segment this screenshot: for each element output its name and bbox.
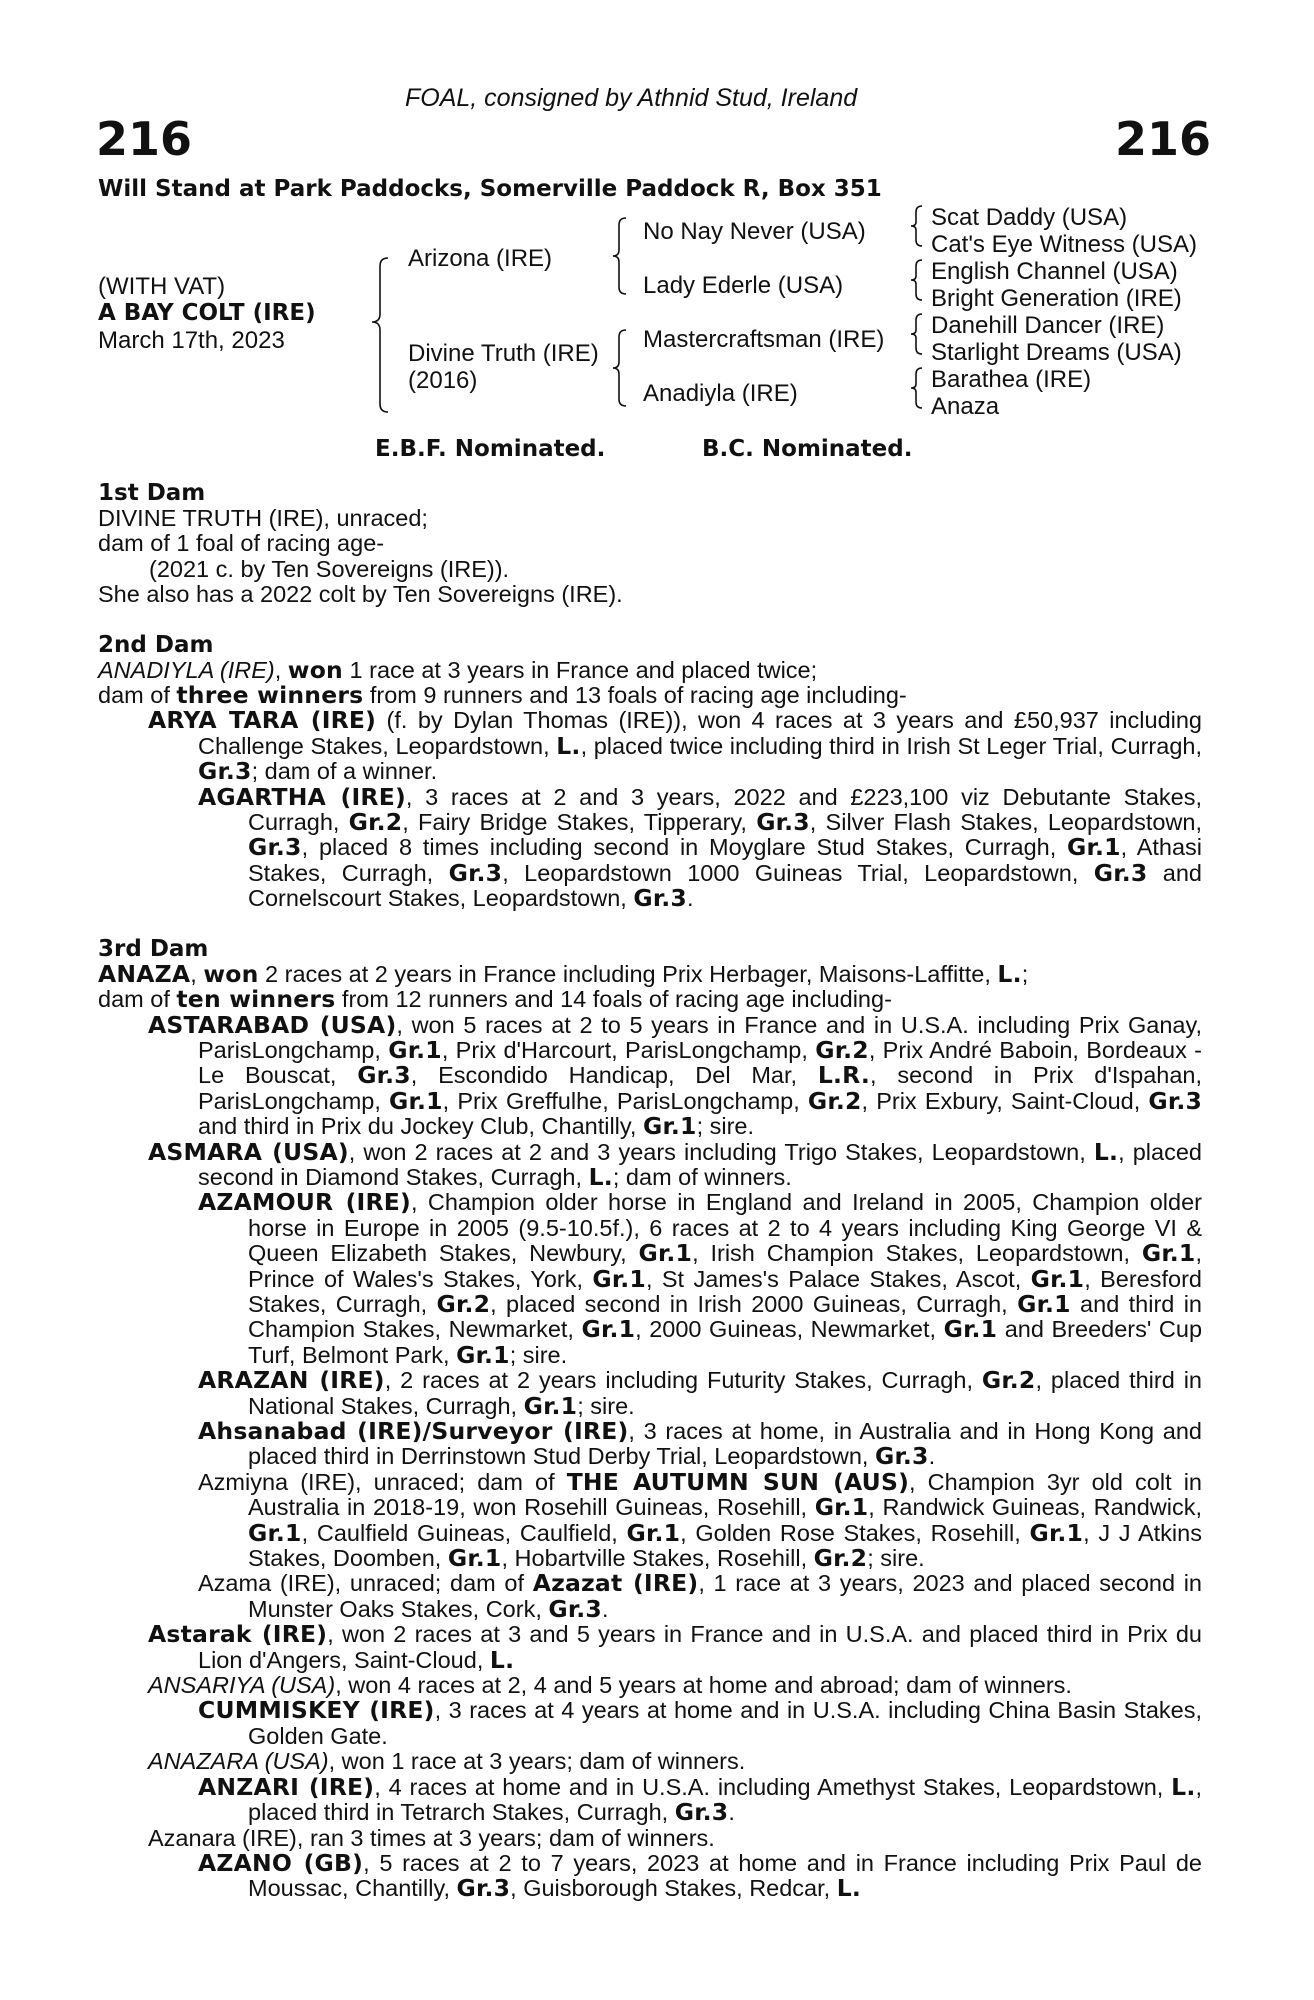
list-item: ASMARA (USA), won 2 races at 2 and 3 years including Trigo Stakes, Leopardstown, L., placed second in Diamond Stakes, Curragh, L.; dam of winners. xyxy=(148,1137,1202,1191)
list-item: ASTARABAD (USA), won 5 races at 2 to 5 years in France and in U.S.A. including Prix Ganay, ParisLongchamp, Gr.1, Prix d'Harcourt, ParisLongchamp, Gr.2, Prix André Baboin, Bordeaux - Le Bouscat, Gr.3, Escondido Handicap, Del Mar, L.R., second in Prix d'Ispahan, ParisLongchamp, Gr.1, Prix Greffulhe, ParisLongchamp, Gr.2, Prix Exbury, Saint-Cloud, Gr.3 and third in Prix du Jockey Club, Chantilly, Gr.1; sire. xyxy=(148,1010,1203,1141)
dam-dam: Anadiyla (IRE) xyxy=(643,380,798,407)
grandsire-1: Scat Daddy (USA) xyxy=(931,204,1128,231)
grandsire-3: English Channel (USA) xyxy=(931,258,1178,285)
dam-sire: Mastercraftsman (IRE) xyxy=(643,326,885,353)
list-item: Azmiyna (IRE), unraced; dam of THE AUTUMN SUN (AUS), Champion 3yr old colt in Australia in 2018-19, won Rosehill Guineas, Rosehill, Gr.1, Randwick Guineas, Randwick, Gr.1, Caulfield Guineas, Caulfield, Gr.1, Golden Rose Stakes, Rosehill, Gr.1, J J Atkins Stakes, Doomben, Gr.1, Hobartville Stakes, Rosehill, Gr.2; sire. xyxy=(198,1467,1203,1573)
list-item: Azanara (IRE), ran 3 times at 3 years; dam of winners. xyxy=(148,1824,715,1851)
first-dam-line: She also has a 2022 colt by Ten Sovereigns (IRE). xyxy=(98,581,623,608)
ebf-nomination: E.B.F. Nominated. xyxy=(375,436,606,462)
list-item: ANZARI (IRE), 4 races at home and in U.S.A. including Amethyst Stakes, Leopardstown, L., placed third in Tetrarch Stakes, Curragh, Gr.3. xyxy=(198,1772,1203,1827)
list-item: ARYA TARA (IRE) (f. by Dylan Thomas (IRE)), won 4 races at 3 years and £50,937 including Challenge Stakes, Leopardstown, L., placed twice including third in Irish St Leger Trial, Curragh, Gr.3; dam of a winner. xyxy=(148,706,1203,786)
third-dam-section xyxy=(98,936,1202,1902)
third-dam-title: 3rd Dam xyxy=(98,935,209,962)
first-dam-title: 1st Dam xyxy=(98,480,206,506)
list-item: AZAMOUR (IRE), Champion older horse in England and Ireland in 2005, Champion older horse in Europe in 2005 (9.5-10.5f.), 6 races at 2 to 4 years including King George VI & Queen Elizabeth Stakes, Newbury, Gr.1, Irish Champion Stakes, Leopardstown, Gr.1, Prince of Wales's Stakes, York, Gr.1, St James's Palace Stakes, Ascot, Gr.1, Beresford Stakes, Curragh, Gr.2, placed second in Irish 2000 Guineas, Curragh, Gr.1 and third in Champion Stakes, Newmarket, Gr.1, 2000 Guineas, Newmarket, Gr.1 and Breeders' Cup Turf, Belmont Park, Gr.1; sire. xyxy=(198,1188,1203,1369)
lot-number-right: 216 xyxy=(1115,112,1212,166)
list-item: Ahsanabad (IRE)/Surveyor (IRE), 3 races at home, in Australia and in Hong Kong and placed third in Derrinstown Stud Derby Trial, Leopardstown, Gr.3. xyxy=(198,1417,1202,1471)
third-dam-intro: ANAZA, won 2 races at 2 years in France including Prix Herbager, Maisons-Laffitte, L.; xyxy=(98,959,1029,988)
consignor-line: FOAL, consigned by Athnid Stud, Ireland xyxy=(405,84,858,112)
sire-sire: No Nay Never (USA) xyxy=(643,218,866,245)
first-dam-line: (2021 c. by Ten Sovereigns (IRE)). xyxy=(149,555,510,582)
grandsire-5: Danehill Dancer (IRE) xyxy=(931,312,1165,339)
list-item: AGARTHA (IRE), 3 races at 2 and 3 years, 2022 and £223,100 viz Debutante Stakes, Curragh, Gr.2, Fairy Bridge Stakes, Tipperary, Gr.3, Silver Flash Stakes, Leopardstown, Gr.3, placed 8 times including second in Moyglare Stud Stakes, Curragh, Gr.1, Athasi Stakes, Curragh, Gr.3, Leopardstown 1000 Guineas Trial, Leopardstown, Gr.3 and Cornelscourt Stakes, Leopardstown, Gr.3. xyxy=(198,782,1203,913)
second-dam-title: 2nd Dam xyxy=(98,631,214,658)
sire: Arizona (IRE) xyxy=(408,245,553,272)
first-dam-line: DIVINE TRUTH (IRE), unraced; xyxy=(98,505,428,531)
grandsire-4: Bright Generation (IRE) xyxy=(931,285,1182,312)
list-item: ANAZARA (USA), won 1 race at 3 years; dam of winners. xyxy=(148,1748,746,1775)
list-item: Azama (IRE), unraced; dam of Azazat (IRE), 1 race at 3 years, 2023 and placed second in Munster Oaks Stakes, Cork, Gr.3. xyxy=(198,1569,1203,1623)
list-item: ARAZAN (IRE), 2 races at 2 years including Futurity Stakes, Curragh, Gr.2, placed third in National Stakes, Curragh, Gr.1; sire. xyxy=(198,1366,1202,1420)
second-dam-section xyxy=(98,632,1202,912)
list-item: Astarak (IRE), won 2 races at 3 and 5 years in France and in U.S.A. and placed third in Prix du Lion d'Angers, Saint-Cloud, L. xyxy=(148,1620,1203,1674)
list-item: AZANO (GB), 5 races at 2 to 7 years, 2023 at home and in France including Prix Paul de Moussac, Chantilly, Gr.3, Guisborough Stakes, Redcar, L. xyxy=(198,1848,1203,1903)
stand-location: Will Stand at Park Paddocks, Somerville Paddock R, Box 351 xyxy=(98,176,882,202)
grandsire-2: Cat's Eye Witness (USA) xyxy=(931,231,1197,258)
third-dam-produce: dam of ten winners from 12 runners and 14 foals of racing age including- xyxy=(98,985,892,1014)
catalogue-body xyxy=(98,480,1202,1902)
second-dam-intro: ANADIYLA (IRE), won 1 race at 3 years in France and placed twice; xyxy=(98,655,818,684)
dam: Divine Truth (IRE) xyxy=(408,340,599,367)
sire-dam: Lady Ederle (USA) xyxy=(643,272,844,299)
list-item: CUMMISKEY (IRE), 3 races at 4 years at home and in U.S.A. including China Basin Stakes, Golden Gate. xyxy=(198,1696,1202,1749)
bc-nomination: B.C. Nominated. xyxy=(702,436,913,462)
grandsire-6: Starlight Dreams (USA) xyxy=(931,339,1182,366)
grandsire-7: Barathea (IRE) xyxy=(931,366,1092,393)
first-dam-line: dam of 1 foal of racing age- xyxy=(98,530,385,557)
list-item: ANSARIYA (USA), won 4 races at 2, 4 and 5 years at home and abroad; dam of winners. xyxy=(148,1672,1072,1699)
vat-note: (WITH VAT) xyxy=(98,273,226,300)
grandsire-8: Anaza xyxy=(931,393,1000,420)
horse-dob: March 17th, 2023 xyxy=(98,327,285,354)
dam-year: (2016) xyxy=(408,367,478,394)
horse-name: A BAY COLT (IRE) xyxy=(98,300,316,326)
first-dam-section xyxy=(98,480,1202,608)
lot-number-left: 216 xyxy=(96,112,193,166)
second-dam-produce: dam of three winners from 9 runners and 13 foals of racing age including- xyxy=(98,681,907,710)
